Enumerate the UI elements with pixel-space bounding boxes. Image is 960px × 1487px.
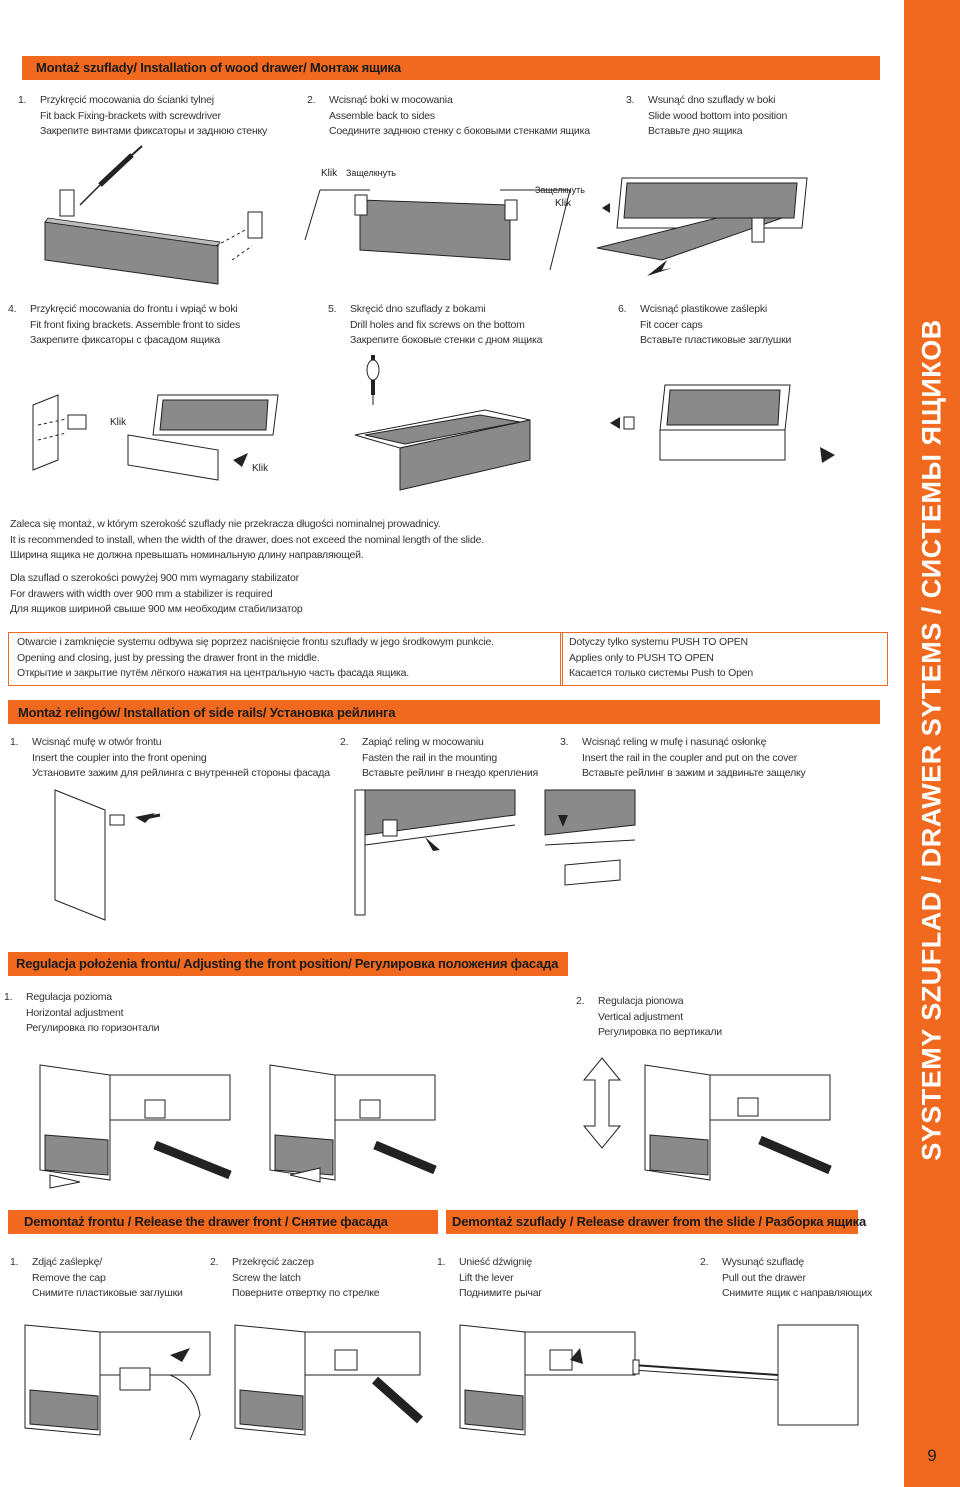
illustration-fit-caps [610, 375, 850, 475]
illustration-remove-cap [20, 1320, 210, 1440]
label-klik-front-left: Klik [110, 417, 127, 428]
section-title-release-front: Demontaż frontu / Release the drawer front / Снятие фасада [24, 1214, 388, 1229]
sidebar-title: SYSTEMY SZUFLAD / DRAWER SYTEMS / СИСТЕМЫ ЯЩИКОВ [916, 319, 947, 1161]
page-number: 9 [927, 1446, 937, 1465]
illustration-rail-cover [540, 785, 640, 925]
section-title-rails: Montaż relingów/ Installation of side rails/ Установка рейлинга [18, 705, 396, 720]
section-title-adjust: Regulacja położenia frontu/ Adjusting the front position/ Регулировка положения фасада [16, 956, 559, 971]
illustration-assemble-sides [310, 170, 590, 290]
note-push-to-open: Otwarcie i zamknięcie systemu odbywa się poprzez naciśnięcie frontu szuflady w jego środkowym punkcie. Opening and closing, just by pressing the drawer front in the middle. Открытие и закрытие путём лёгкого нажатия на центральную часть фасада ящика. [8, 632, 563, 686]
label-klik-left: Klik [321, 168, 338, 179]
label-click-ru-right: Защелкнуть [535, 185, 585, 195]
label-click-ru-left: Защелкнуть [346, 168, 396, 178]
label-klik-right: Klik [555, 198, 572, 209]
section-title-wood-drawer: Montaż szuflady/ Installation of wood drawer/ Монтаж ящика [36, 60, 401, 75]
note-push-only: Dotyczy tylko systemu PUSH TO OPEN Applies only to PUSH TO OPEN Касается только системы Push to Open [560, 632, 888, 686]
illustration-fit-front [28, 385, 298, 495]
illustration-rail-fasten [355, 785, 525, 925]
illustration-screw-latch [230, 1320, 420, 1440]
illustration-slide-bottom [592, 168, 822, 278]
label-klik-front-right: Klik [252, 463, 269, 474]
note-stabilizer: Dla szuflad o szerokości powyżej 900 mm wymagany stabilizator For drawers with width over 900 mm a stabilizer is required Для ящиков шириной свыше 900 мм необходим стабилизатор [10, 572, 303, 615]
illustration-pull-drawer [628, 1320, 863, 1430]
illustration-back-panel [40, 150, 280, 290]
illustration-horizontal-adjust-2 [265, 1060, 435, 1190]
illustration-rail-coupler [50, 785, 310, 925]
illustration-vertical-arrows [582, 1058, 622, 1148]
section-title-release-slide: Demontaż szuflady / Release drawer from the slide / Разборка ящика [452, 1214, 867, 1229]
illustration-drill-bottom [345, 350, 545, 500]
illustration-lift-lever [455, 1320, 635, 1440]
illustration-vertical-adjust [640, 1060, 830, 1190]
illustration-horizontal-adjust-1 [30, 1060, 230, 1190]
note-slide-width: Zaleca się montaż, w którym szerokość szuflady nie przekracza długości nominalnej prowadnicy. It is recommended to install, when the width of the drawer, does not exceed the nominal length of the slide. Ширина ящика не должна превышать номинальную длину направляющей. [10, 518, 484, 561]
